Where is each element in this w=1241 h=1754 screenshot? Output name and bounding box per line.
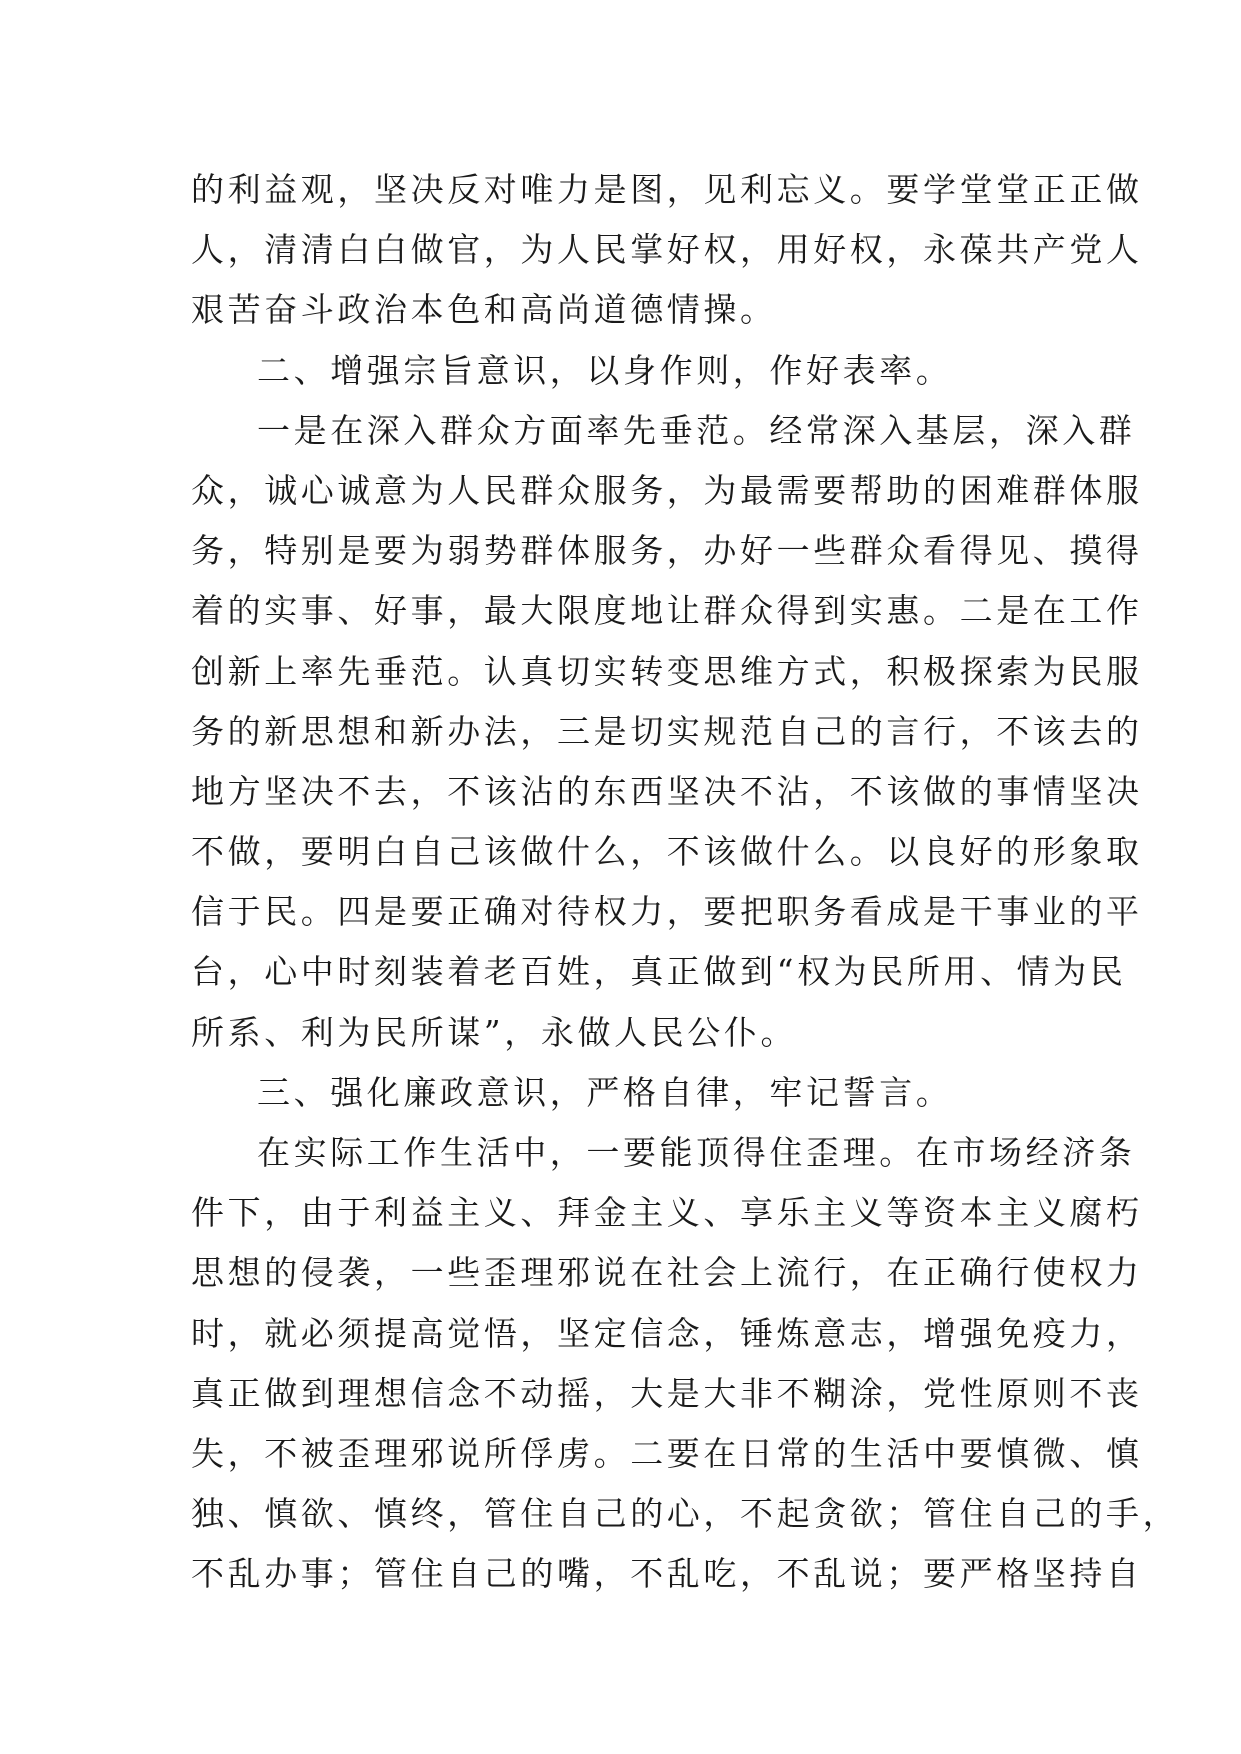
- text-line: 不做，要明白自己该做什么，不该做什么。以良好的形象取: [191, 832, 1143, 872]
- text-line: 失，不被歪理邪说所俘虏。二要在日常的生活中要慎微、慎: [191, 1433, 1143, 1473]
- text-line: 地方坚决不去，不该沾的东西坚决不沾，不该做的事情坚决: [191, 771, 1143, 811]
- text-line: 人，清清白白做官，为人民掌好权，用好权，永葆共产党人: [191, 230, 1143, 270]
- text-line: 台，心中时刻装着老百姓，真正做到“权为民所用、情为民: [191, 952, 1127, 992]
- text-line: 务的新思想和新办法，三是切实规范自己的言行，不该去的: [191, 711, 1143, 751]
- text-line: 不乱办事；管住自己的嘴，不乱吃，不乱说；要严格坚持自: [191, 1554, 1143, 1594]
- text-line: 件下，由于利益主义、拜金主义、享乐主义等资本主义腐朽: [191, 1193, 1143, 1233]
- text-line: 在实际工作生活中，一要能顶得住歪理。在市场经济条: [257, 1133, 1136, 1172]
- text-line: 独、慎欲、慎终，管住自己的心，不起贪欲；管住自己的手，: [191, 1494, 1180, 1534]
- text-line: 创新上率先垂范。认真切实转变思维方式，积极探索为民服: [191, 651, 1143, 691]
- text-line: 一是在深入群众方面率先垂范。经常深入基层，深入群: [257, 410, 1136, 450]
- text-line: 所系、利为民所谋”，永做人民公仆。: [191, 1012, 798, 1052]
- text-line: 信于民。四是要正确对待权力，要把职务看成是干事业的平: [191, 892, 1143, 932]
- text-line: 艰苦奋斗政治本色和高尚道德情操。: [191, 290, 777, 330]
- text-line: 众，诚心诚意为人民群众服务，为最需要帮助的困难群体服: [191, 470, 1143, 510]
- text-line: 务，特别是要为弱势群体服务，办好一些群众看得见、摸得: [191, 531, 1143, 571]
- text-line: 的利益观，坚决反对唯力是图，见利忘义。要学堂堂正正做: [191, 170, 1143, 209]
- text-line: 着的实事、好事，最大限度地让群众得到实惠。二是在工作: [191, 591, 1143, 631]
- text-line: 三、强化廉政意识，严格自律，牢记誓言。: [257, 1072, 953, 1112]
- text-line: 真正做到理想信念不动摇，大是大非不糊涂，党性原则不丧: [191, 1373, 1143, 1413]
- text-line: 思想的侵袭，一些歪理邪说在社会上流行，在正确行使权力: [191, 1253, 1143, 1293]
- text-line: 时，就必须提高觉悟，坚定信念，锤炼意志，增强免疫力，: [191, 1313, 1143, 1353]
- document-body: [191, 160, 1180, 1605]
- text-line: 二、增强宗旨意识，以身作则，作好表率。: [257, 350, 953, 390]
